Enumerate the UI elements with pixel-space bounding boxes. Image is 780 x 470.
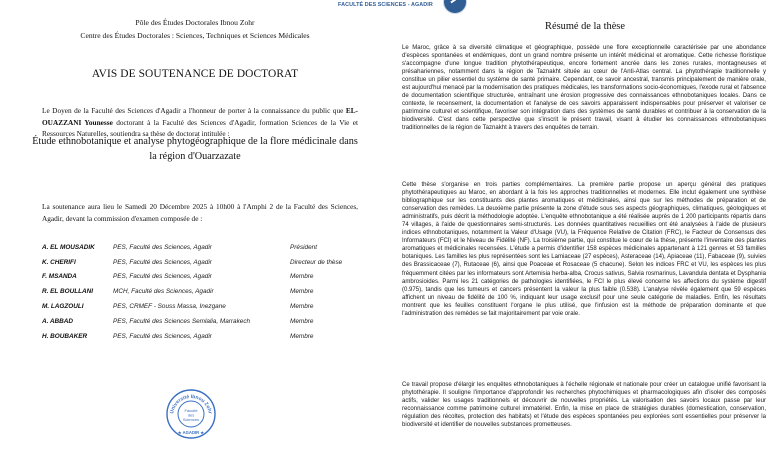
svg-text:des: des xyxy=(187,412,195,418)
svg-text:★ AGADIR ★: ★ AGADIR ★ xyxy=(177,430,205,435)
intro-text-after: doctorant à la Faculté des Sciences d'Agadir, formation Sciences de la Vie et Ressources Naturelles, soutiendra sa thèse de doctorat intitulée : xyxy=(42,117,359,139)
jury-row xyxy=(42,299,362,314)
abstract-page xyxy=(390,0,780,470)
jury-name: A. EL MOUSADIK xyxy=(42,243,95,251)
jury-role: Membre xyxy=(290,288,314,296)
jury-row xyxy=(42,255,362,270)
jury-role: Président xyxy=(290,243,317,251)
jury-role: Membre xyxy=(290,273,314,281)
logo-text: FACULTÉ DES SCIENCES - AGADIR xyxy=(338,2,433,8)
abstract-paragraph: Cette thèse s'organise en trois parties complémentaires. La première partie propose un aperçu général des pratiques phytothérapeutiques au Maroc, en abordant à la fois les approches traditionnelles et modernes. Elle inclut également une synthèse bibliographique sur les constituants des plantes aromatiques et médicinales, ainsi que sur les méthodes de préparation et de conservation des remèdes. La deuxième partie présente la zone d'étude sous ses aspects géographiques, climatiques, géologiques et administratifs, puis décrit la méthodologie adoptée. L'enquête ethnobotanique a été réalisée auprès de 1 200 participants répartis dans 74 villages, à l'aide de questionnaires semi-structurés. Les données quantitatives recueillies ont été analysées à l'aide de plusieurs indices ethnobotaniques, notamment la Valeur d'Usage (VU), la Fréquence Relative de Citation (FRC), le Facteur de Consensus des Informateurs (FCI) et le Niveau de Fidélité (NF). La troisième partie, qui constitue le cœur de la thèse, présente l'inventaire des plantes aromatiques et médicinales recensées. L'étude a permis d'identifier 158 espèces médicinales appartenant à 121 genres et 53 familles botaniques. Les familles les plus représentées sont les Lamiaceae (27 espèces), Asteraceae (14), Apiaceae (11), Fabaceae (9), suivies des Brassicaceae (7), Rutaceae (6), ainsi que Poaceae et Rosaceae (5 chacune). Selon les indices FRC et VU, les espèces les plus fréquemment citées par les informateurs sont Artemisia herba-alba, Crocus sativus, Salvia rosmarinus, Lavandula dentata et Dysphania ambrosioides. Parmi les 21 catégories de pathologies identifiées, le FCI le plus élevé concerne les affections du système digestif (0.975), tandis que les tumeurs et cancers présentent la valeur la plus faible (0.538). L'analyse révèle également que 59 espèces affichent un niveau de fidélité de 100 %, indiquant leur usage exclusif pour une seule catégorie de maladies. Enfin, les résultats montrent que les feuilles constituent l'organe le plus utilisé, que l'infusion est la méthode de préparation dominante et que l'administration des remèdes se fait majoritairement par voie orale. xyxy=(402,182,766,317)
jury-name: A. ABBAD xyxy=(42,317,74,325)
abstract-title: Résumé de la thèse xyxy=(545,21,625,32)
jury-affiliation: PES, Faculté des Sciences, Agadir xyxy=(113,273,212,281)
defense-info: La soutenance aura lieu le Samedi 20 Décembre 2025 à 10h00 à l'Amphi 2 de la Faculté des Sciences, Agadir, devant la commission d'examen composée de : xyxy=(42,202,358,223)
jury-role: Membre xyxy=(290,303,314,311)
notice-title: AVIS DE SOUTENANCE DE DOCTORAT xyxy=(91,68,299,80)
jury-affiliation: PES, Faculté des Sciences Semlalia, Marrakech xyxy=(113,317,251,325)
jury-row xyxy=(42,270,362,285)
svg-text:Sciences: Sciences xyxy=(182,417,200,422)
jury-role: Membre xyxy=(290,332,314,340)
jury-affiliation: PES, CRMEF - Souss Massa, Inezgane xyxy=(113,303,226,311)
doctoral-centre-heading: Centre des Études Doctorales : Sciences, Techniques et Sciences Médicales xyxy=(80,31,310,40)
jury-name: H. BOUBAKER xyxy=(42,332,88,340)
jury-affiliation: PES, Faculté des Sciences, Agadir xyxy=(113,258,212,266)
jury-row xyxy=(42,329,362,344)
jury-affiliation: PES, Faculté des Sciences, Agadir xyxy=(113,332,212,340)
svg-text:Université Ibnou Zohr: Université Ibnou Zohr xyxy=(169,393,213,415)
jury-name: K. CHERIFI xyxy=(42,258,76,266)
doctoral-pole-heading: Pôle des Études Doctorales Ibnou Zohr xyxy=(135,18,255,27)
jury-row xyxy=(42,314,362,329)
jury-name: F. MSANDA xyxy=(42,273,77,281)
jury-affiliation: MCH, Faculté des Sciences, Agadir xyxy=(113,288,214,296)
intro-text-before: Le Doyen de la Faculté des Sciences d'Agadir a l'honneur de porter à la connaissance du public que xyxy=(42,106,346,115)
thesis-title: Étude ethnobotanique et analyse phytogéographique de la flore médicinale dans la région d'Ouarzazate xyxy=(32,136,358,162)
jury-table xyxy=(42,240,362,344)
abstract-paragraph: Le Maroc, grâce à sa diversité climatique et géographique, possède une flore exceptionnelle caractérisée par une abondance d'espèces spontanées et endémiques, dont un grand nombre présente un intérêt médicinal et aromatique. Cette richesse floristique s'accompagne d'une longue tradition phytothérapeutique, encore fortement ancrée dans les zones rurales, montagneuses et présahariennes, notamment dans la région de Taznakht située au cœur de l'Anti-Atlas central. La phytothérapie traditionnelle y constitue un pilier essentiel du système de santé primaire. Cependant, ce savoir ancestral, transmis principalement de manière orale, est aujourd'hui menacé par la modernisation des pratiques médicales, les transformations socio-économiques, l'exode rural et l'absence de documentation scientifique structurée, entraînant une érosion progressive des connaissances ethnobotaniques locales. Dans ce contexte, le recensement, la documentation et l'analyse de ces savoirs apparaissent indispensables pour préserver et valoriser ce patrimoine culturel et scientifique, favoriser son intégration dans des systèmes de santé durables et contribuer à la conservation de la biodiversité. C'est dans cette perspective que s'inscrit le présent travail, visant à étudier les connaissances ethnobotaniques traditionnelles de la région de Taznakht à travers des enquêtes de terrain. xyxy=(402,45,766,132)
jury-affiliation: PES, Faculté des Sciences, Agadir xyxy=(113,243,212,251)
abstract-paragraph: Ce travail propose d'élargir les enquêtes ethnobotaniques à l'échelle régionale et nationale pour créer un catalogue unifié favorisant la phytothérapie. Il souligne l'importance d'approfondir les recherches phytochimiques et pharmacologiques afin d'isoler des composés actifs, valider les usages traditionnels et découvrir de nouvelles propriétés. La valorisation des savoirs locaux passe par leur reconnaissance comme patrimoine culturel immatériel. Enfin, la mise en place de stratégies durables (domestication, conservation, régulation des récoltes, protection des habitats) et l'étude des espèces spontanées peu explorées sont essentielles pour préserver la biodiversité et identifier de nouvelles substances prometteuses. xyxy=(402,382,766,429)
jury-name: M. LAGZOULI xyxy=(42,303,84,311)
candidate-name: EL-OUAZZANI Younesse xyxy=(42,106,358,127)
faculty-stamp xyxy=(165,388,217,440)
svg-text:Faculté: Faculté xyxy=(184,408,198,413)
jury-role: Directeur de thèse xyxy=(290,258,343,266)
jury-name: R. EL BOULLANI xyxy=(42,288,94,296)
jury-role: Membre xyxy=(290,317,314,325)
jury-row xyxy=(42,284,362,299)
jury-row xyxy=(42,240,362,255)
